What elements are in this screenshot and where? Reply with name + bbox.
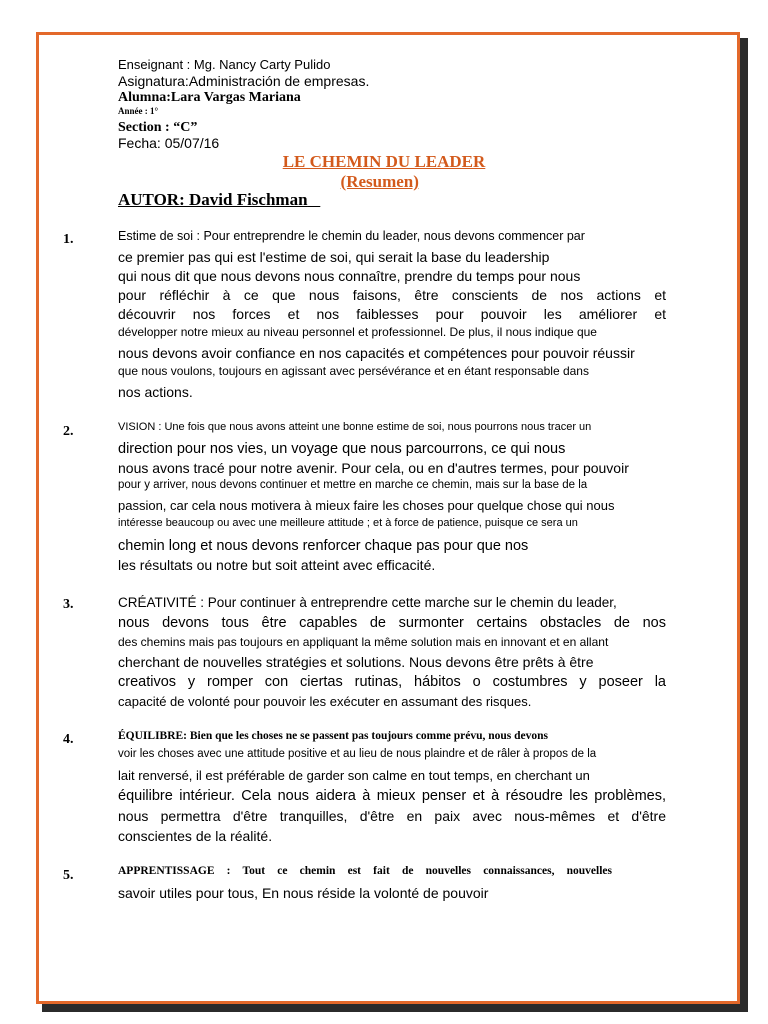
section-number: 3. xyxy=(63,597,74,612)
subject-line: Asignatura:Administración de empresas. xyxy=(118,73,370,89)
paragraph-line: passion, car cela nous motivera à mieux faire les choses pour quelque chose qui nous xyxy=(118,498,615,513)
paragraph-line: intéresse beaucoup ou avec une meilleure attitude ; et à force de patience, puisque ce sera un xyxy=(118,517,578,529)
paragraph-line: lait renversé, il est préférable de garder son calme en tout temps, en cherchant un xyxy=(118,768,590,783)
paragraph-line: découvrir nos forces et nos faiblesses pour pouvoir les améliorer et xyxy=(118,306,666,322)
paragraph-line: chemin long et nous devons renforcer chaque pas pour que nos xyxy=(118,538,529,554)
paragraph-line: nous permettra d'être tranquilles, d'être en paix avec nous-mêmes et d'être xyxy=(118,808,666,824)
paragraph-line: capacité de volonté pour pouvoir les exécuter en assumant des risques. xyxy=(118,694,532,709)
section-number: 5. xyxy=(63,868,74,883)
paragraph-line: savoir utiles pour tous, En nous réside la volonté de pouvoir xyxy=(118,885,489,901)
paragraph-line: nos actions. xyxy=(118,384,193,400)
paragraph-line: conscientes de la réalité. xyxy=(118,828,273,844)
teacher-line: Enseignant : Mg. Nancy Carty Pulido xyxy=(118,57,331,72)
date-line: Fecha: 05/07/16 xyxy=(118,135,220,151)
section-number: 1. xyxy=(63,232,74,247)
document-title: LE CHEMIN DU LEADER xyxy=(282,152,486,171)
section-number: 4. xyxy=(63,732,74,747)
paragraph-line: ÉQUILIBRE: Bien que les choses ne se passent pas toujours comme prévu, nous devons xyxy=(118,730,549,742)
paragraph-line: développer notre mieux au niveau personnel et professionnel. De plus, il nous indique que xyxy=(118,325,597,339)
paragraph-line: des chemins mais pas toujours en appliquant la même solution mais en innovant et en allant xyxy=(118,635,609,649)
paragraph-line: nous devons avoir confiance en nos capacités et compétences pour pouvoir réussir xyxy=(118,345,635,361)
paragraph-line: ce premier pas qui est l'estime de soi, qui serait la base du leadership xyxy=(118,249,550,265)
section-paragraph xyxy=(118,595,666,713)
paragraph-line: voir les choses avec une attitude positive et au lieu de nous plaindre et de râler à propos de la xyxy=(118,748,597,760)
paragraph-line: les résultats ou notre but soit atteint avec efficacité. xyxy=(118,557,436,573)
paragraph-line: cherchant de nouvelles stratégies et solutions. Nous devons être prêts à être xyxy=(118,654,594,670)
paragraph-line: CRÉATIVITÉ : Pour continuer à entreprendre cette marche sur le chemin du leader, xyxy=(118,595,617,610)
paragraph-line: pour réfléchir à ce que nous faisons, être conscients de nos actions et xyxy=(118,287,666,303)
paragraph-line: équilibre intérieur. Cela nous aidera à mieux penser et à résoudre les problèmes, xyxy=(118,788,666,804)
document-subtitle: (Resumen) xyxy=(340,172,419,191)
section-paragraph xyxy=(118,730,666,848)
paragraph-line: APPRENTISSAGE : Tout ce chemin est fait de nouvelles connaissances, nouvelles xyxy=(118,865,612,877)
paragraph-line: Estime de soi : Pour entreprendre le chemin du leader, nous devons commencer par xyxy=(118,229,585,243)
section-paragraph xyxy=(118,229,666,403)
author-line: AUTOR: David Fischman xyxy=(118,190,308,209)
paragraph-line: nous devons tous être capables de surmonter certains obstacles de nos xyxy=(118,615,666,631)
paragraph-line: qui nous dit que nous devons nous connaître, prendre du temps pour nous xyxy=(118,268,581,284)
paragraph-line: VISION : Une fois que nous avons atteint une bonne estime de soi, nous pourrons nous tracer un xyxy=(118,421,592,433)
paragraph-line: que nous voulons, toujours en agissant avec persévérance et en étant responsable dans xyxy=(118,364,589,378)
student-line: Alumna:Lara Vargas Mariana xyxy=(118,90,301,105)
section-line: Section : “C” xyxy=(118,120,198,135)
paragraph-line: pour y arriver, nous devons continuer et mettre en marche ce chemin, mais sur la base de la xyxy=(118,479,588,491)
year-line: Année : 1° xyxy=(118,106,159,116)
paragraph-line: nous avons tracé pour notre avenir. Pour cela, ou en d'autres termes, pour pouvoir xyxy=(118,460,629,476)
section-number: 2. xyxy=(63,424,74,439)
section-paragraph xyxy=(118,865,612,905)
section-paragraph xyxy=(118,421,666,576)
paragraph-line: creativos y romper con ciertas rutinas, hábitos o costumbres y poseer la xyxy=(118,674,666,690)
paragraph-line: direction pour nos vies, un voyage que nous parcourrons, ce qui nous xyxy=(118,441,566,457)
